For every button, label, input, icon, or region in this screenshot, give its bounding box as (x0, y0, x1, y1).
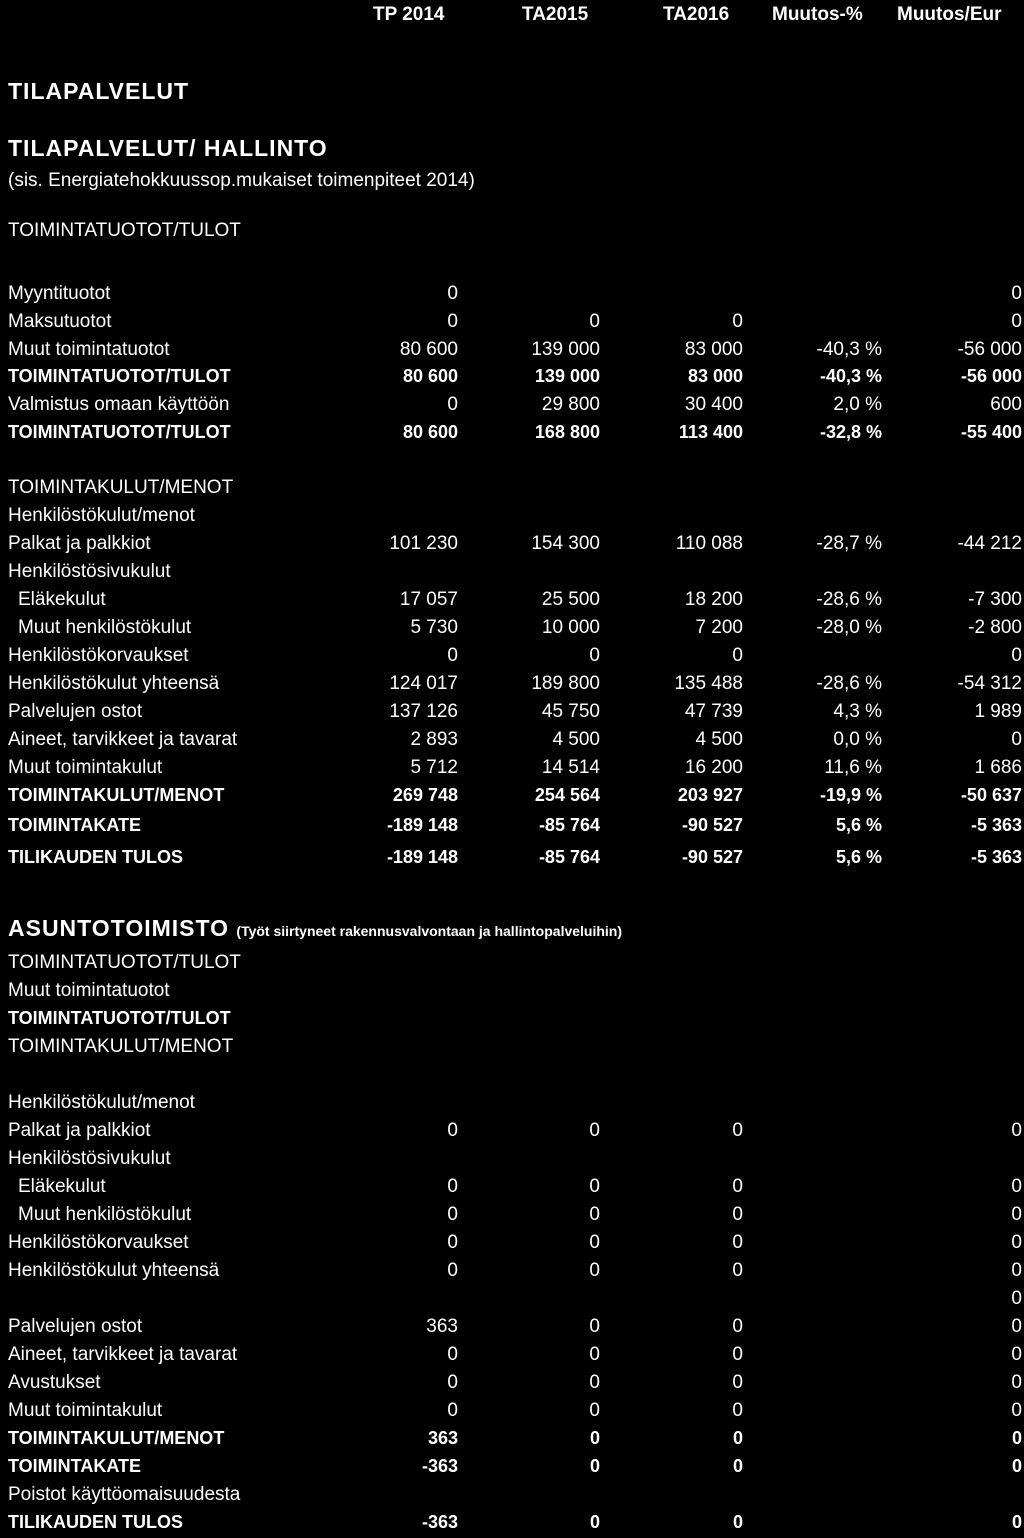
row-label: TOIMINTATUOTOT/TULOT (8, 1008, 231, 1028)
value-tp2014: 0 (447, 1260, 458, 1281)
row-label: Henkilöstösivukulut (8, 561, 171, 582)
value-ta2016: 16 200 (684, 757, 743, 778)
value-ta2015: 139 000 (534, 366, 600, 386)
row-label: Palkat ja palkkiot (8, 533, 151, 554)
table-row (0, 394, 1024, 420)
table-row (0, 561, 1024, 587)
table-row (0, 1400, 1024, 1426)
value-muutos-eur: 600 (990, 394, 1022, 415)
value-muutos-pct: -19,9 % (819, 785, 882, 805)
value-ta2015: -85 764 (538, 815, 600, 835)
asuntotoimisto-title: ASUNTOTOIMISTO (8, 915, 230, 941)
value-muutos-eur: -7 300 (968, 589, 1022, 610)
table-row (0, 1344, 1024, 1370)
row-label: TOIMINTAKATE (8, 815, 141, 835)
table-row (0, 645, 1024, 671)
row-label: TOIMINTAKULUT/MENOT (8, 1036, 234, 1057)
table-row (0, 1288, 1024, 1314)
value-muutos-pct: -40,3 % (819, 366, 882, 386)
value-ta2016: 0 (732, 1316, 743, 1337)
value-ta2016: 0 (732, 1428, 743, 1448)
value-muutos-eur: 0 (1011, 1400, 1022, 1421)
row-label: Muut toimintakulut (8, 757, 163, 778)
value-muutos-eur: 1 686 (974, 757, 1022, 778)
value-ta2016: 47 739 (684, 701, 743, 722)
value-ta2015: 0 (589, 1400, 600, 1421)
value-tp2014: 101 230 (389, 533, 458, 554)
value-ta2015: 0 (589, 1232, 600, 1253)
value-ta2016: 0 (732, 1232, 743, 1253)
value-muutos-eur: -5 363 (970, 847, 1022, 867)
value-muutos-eur: 0 (1011, 1428, 1022, 1448)
value-ta2015: 25 500 (541, 589, 600, 610)
table-row (0, 729, 1024, 755)
col-header-ta2016: TA2016 (663, 4, 730, 25)
value-tp2014: 5 730 (410, 617, 458, 638)
row-label: Muut toimintatuotot (8, 980, 170, 1001)
value-tp2014: 137 126 (389, 701, 458, 722)
value-ta2015: 0 (589, 1372, 600, 1393)
value-tp2014: 0 (447, 645, 458, 666)
row-label: Henkilöstökulut yhteensä (8, 1260, 220, 1281)
value-tp2014: -189 148 (386, 815, 458, 835)
value-ta2015: 168 800 (534, 422, 600, 442)
section-note: (sis. Energiatehokkuussop.mukaiset toimenpiteet 2014) (8, 170, 475, 191)
value-tp2014: 0 (447, 1120, 458, 1141)
table-row (0, 366, 1024, 392)
col-header-muutos-eur: Muutos/Eur (897, 4, 1002, 25)
row-label: TOIMINTAKATE (8, 1456, 141, 1476)
value-ta2015: -85 764 (538, 847, 600, 867)
table-row (0, 339, 1024, 365)
table-row (0, 1260, 1024, 1286)
value-muutos-eur: -55 400 (960, 422, 1022, 442)
value-tp2014: 2 893 (410, 729, 458, 750)
value-muutos-eur: 0 (1011, 1232, 1022, 1253)
table-row (0, 757, 1024, 783)
value-muutos-eur: 0 (1011, 283, 1022, 304)
table-row (0, 1064, 1024, 1090)
table-row (0, 1176, 1024, 1202)
value-ta2015: 254 564 (534, 785, 600, 805)
asuntotoimisto-heading (8, 915, 622, 942)
table-row (0, 1092, 1024, 1118)
table-row (0, 1428, 1024, 1454)
section-title: TILAPALVELUT (8, 78, 190, 104)
value-ta2016: 30 400 (684, 394, 743, 415)
value-muutos-eur: 0 (1011, 1456, 1022, 1476)
value-ta2015: 45 750 (541, 701, 600, 722)
value-ta2015: 0 (589, 1204, 600, 1225)
value-muutos-pct: 2,0 % (833, 394, 882, 415)
value-muutos-eur: 0 (1011, 1260, 1022, 1281)
row-label: Aineet, tarvikkeet ja tavarat (8, 1344, 238, 1365)
row-label: Henkilöstökulut/menot (8, 505, 195, 526)
value-muutos-eur: 0 (1011, 1204, 1022, 1225)
table-row (0, 785, 1024, 811)
value-ta2015: 0 (589, 1316, 600, 1337)
value-tp2014: 0 (447, 1232, 458, 1253)
table-row (0, 980, 1024, 1006)
value-muutos-pct: 4,3 % (833, 701, 882, 722)
table-row (0, 505, 1024, 531)
section-heading: TOIMINTATUOTOT/TULOT (8, 220, 241, 241)
value-ta2016: 0 (732, 1400, 743, 1421)
row-label: Valmistus omaan käyttöön (8, 394, 230, 415)
value-ta2015: 154 300 (531, 533, 600, 554)
table-row (0, 1232, 1024, 1258)
row-label: Henkilöstökorvaukset (8, 645, 189, 666)
value-tp2014: 0 (447, 1344, 458, 1365)
value-tp2014: 0 (447, 1204, 458, 1225)
row-label: TOIMINTAKULUT/MENOT (8, 477, 234, 498)
value-tp2014: 0 (447, 283, 458, 304)
value-muutos-eur: 0 (1011, 1372, 1022, 1393)
value-muutos-pct: 11,6 % (824, 757, 882, 778)
value-ta2016: 0 (732, 311, 743, 332)
value-muutos-eur: 0 (1011, 645, 1022, 666)
table-row (0, 847, 1024, 873)
value-ta2016: 0 (732, 1344, 743, 1365)
table-row (0, 1456, 1024, 1482)
col-header-tp2014: TP 2014 (373, 4, 445, 25)
table-row (0, 1372, 1024, 1398)
row-label: Henkilöstökulut/menot (8, 1092, 195, 1113)
value-muutos-eur: -56 000 (957, 339, 1022, 360)
col-header-muutos-pct: Muutos-% (772, 4, 863, 25)
row-label: Maksutuotot (8, 311, 112, 332)
value-ta2016: -90 527 (681, 847, 743, 867)
value-muutos-eur: 0 (1011, 1288, 1022, 1309)
table-row (0, 311, 1024, 337)
value-tp2014: 5 712 (410, 757, 458, 778)
row-label: Palkat ja palkkiot (8, 1120, 151, 1141)
value-ta2015: 29 800 (541, 394, 600, 415)
value-muutos-pct: -28,7 % (816, 533, 882, 554)
value-muutos-eur: -50 637 (960, 785, 1022, 805)
row-label: Henkilöstösivukulut (8, 1148, 171, 1169)
value-ta2016: 113 400 (678, 422, 743, 442)
table-row (0, 952, 1024, 978)
value-muutos-eur: 1 989 (974, 701, 1022, 722)
row-label: TOIMINTATUOTOT/TULOT (8, 422, 231, 442)
row-label: Palvelujen ostot (8, 1316, 143, 1337)
value-tp2014: 363 (426, 1316, 458, 1337)
table-row (0, 617, 1024, 643)
row-label: Henkilöstökorvaukset (8, 1232, 189, 1253)
value-tp2014: 0 (447, 394, 458, 415)
table-row (0, 673, 1024, 699)
value-ta2016: 18 200 (684, 589, 743, 610)
value-muutos-eur: -2 800 (968, 617, 1022, 638)
value-ta2015: 189 800 (531, 673, 600, 694)
value-ta2016: 0 (732, 1204, 743, 1225)
value-tp2014: 80 600 (402, 366, 458, 386)
value-ta2015: 0 (589, 1344, 600, 1365)
table-row (0, 589, 1024, 615)
row-label: Poistot käyttöomaisuudesta (8, 1484, 241, 1505)
row-label: TOIMINTATUOTOT/TULOT (8, 366, 231, 386)
value-ta2015: 0 (589, 1456, 600, 1476)
value-tp2014: 0 (447, 311, 458, 332)
value-muutos-eur: -5 363 (970, 815, 1022, 835)
value-ta2016: 0 (732, 645, 743, 666)
value-ta2016: 203 927 (677, 785, 743, 805)
value-ta2016: 0 (732, 1456, 743, 1476)
table-row (0, 701, 1024, 727)
value-ta2016: 0 (732, 1176, 743, 1197)
value-ta2015: 14 514 (541, 757, 600, 778)
row-label: Muut henkilöstökulut (18, 617, 192, 638)
value-muutos-pct: 0,0 % (833, 729, 882, 750)
value-muutos-eur: 0 (1011, 729, 1022, 750)
row-label: TOIMINTAKULUT/MENOT (8, 785, 225, 805)
value-ta2015: 0 (589, 645, 600, 666)
row-label: Eläkekulut (18, 1176, 106, 1197)
row-label: TILIKAUDEN TULOS (8, 847, 183, 867)
table-row (0, 477, 1024, 503)
value-muutos-eur: 0 (1011, 1512, 1022, 1532)
table-row (0, 815, 1024, 841)
row-label: TOIMINTAKULUT/MENOT (8, 1428, 225, 1448)
value-muutos-pct: 5,6 % (835, 815, 882, 835)
value-tp2014: 0 (447, 1400, 458, 1421)
value-ta2016: 83 000 (687, 366, 743, 386)
value-ta2015: 4 500 (552, 729, 600, 750)
row-label: Eläkekulut (18, 589, 106, 610)
value-ta2015: 0 (589, 1120, 600, 1141)
value-muutos-eur: 0 (1011, 1120, 1022, 1141)
value-muutos-eur: -54 312 (957, 673, 1022, 694)
table-row (0, 1036, 1024, 1062)
value-ta2016: 135 488 (674, 673, 743, 694)
row-label: Muut toimintakulut (8, 1400, 163, 1421)
value-ta2015: 0 (589, 1176, 600, 1197)
table-row (0, 283, 1024, 309)
value-tp2014: 17 057 (399, 589, 458, 610)
value-ta2016: 110 088 (675, 533, 743, 554)
value-ta2015: 0 (589, 1260, 600, 1281)
value-tp2014: 0 (447, 1372, 458, 1393)
row-label: Palvelujen ostot (8, 701, 143, 722)
table-row (0, 1512, 1024, 1538)
value-ta2016: 0 (732, 1512, 743, 1532)
value-muutos-eur: 0 (1011, 1344, 1022, 1365)
value-ta2016: 4 500 (695, 729, 743, 750)
value-ta2015: 0 (589, 1428, 600, 1448)
value-tp2014: 363 (427, 1428, 458, 1448)
row-label: Aineet, tarvikkeet ja tavarat (8, 729, 238, 750)
value-ta2016: 7 200 (695, 617, 743, 638)
section-subtitle: TILAPALVELUT/ HALLINTO (8, 135, 328, 161)
value-ta2016: 83 000 (684, 339, 743, 360)
table-row (0, 422, 1024, 448)
table-row (0, 533, 1024, 559)
value-tp2014: -189 148 (386, 847, 458, 867)
value-muutos-eur: 0 (1011, 311, 1022, 332)
col-header-ta2015: TA2015 (522, 4, 589, 25)
row-label: Avustukset (8, 1372, 101, 1393)
value-tp2014: -363 (421, 1456, 458, 1476)
value-muutos-pct: 5,6 % (835, 847, 882, 867)
value-ta2015: 0 (589, 1512, 600, 1532)
row-label: Muut henkilöstökulut (18, 1204, 192, 1225)
table-row (0, 1148, 1024, 1174)
value-tp2014: 124 017 (389, 673, 458, 694)
value-ta2015: 10 000 (541, 617, 600, 638)
table-row (0, 1008, 1024, 1034)
value-muutos-eur: -56 000 (960, 366, 1022, 386)
table-row (0, 1316, 1024, 1342)
value-ta2015: 139 000 (531, 339, 600, 360)
value-ta2015: 0 (589, 311, 600, 332)
row-label: Muut toimintatuotot (8, 339, 170, 360)
table-row (0, 450, 1024, 476)
value-tp2014: 80 600 (402, 422, 458, 442)
value-muutos-pct: -28,6 % (816, 589, 882, 610)
value-tp2014: 0 (447, 1176, 458, 1197)
value-muutos-eur: 0 (1011, 1176, 1022, 1197)
value-muutos-eur: 0 (1011, 1316, 1022, 1337)
value-muutos-pct: -32,8 % (819, 422, 882, 442)
value-tp2014: -363 (421, 1512, 458, 1532)
value-ta2016: 0 (732, 1260, 743, 1281)
value-muutos-eur: -44 212 (957, 533, 1022, 554)
table-row (0, 1484, 1024, 1510)
asuntotoimisto-note: (Työt siirtyneet rakennusvalvontaan ja hallintopalveluihin) (236, 923, 623, 939)
table-row (0, 1120, 1024, 1146)
value-muutos-pct: -28,0 % (816, 617, 882, 638)
row-label: Myyntituotot (8, 283, 111, 304)
row-label: Henkilöstökulut yhteensä (8, 673, 220, 694)
value-ta2016: 0 (732, 1372, 743, 1393)
value-muutos-pct: -40,3 % (816, 339, 882, 360)
value-tp2014: 269 748 (392, 785, 458, 805)
value-tp2014: 80 600 (399, 339, 458, 360)
row-label: TOIMINTATUOTOT/TULOT (8, 952, 241, 973)
value-muutos-pct: -28,6 % (816, 673, 882, 694)
row-label: TILIKAUDEN TULOS (8, 1512, 183, 1532)
value-ta2016: 0 (732, 1120, 743, 1141)
value-ta2016: -90 527 (681, 815, 743, 835)
table-row (0, 1204, 1024, 1230)
